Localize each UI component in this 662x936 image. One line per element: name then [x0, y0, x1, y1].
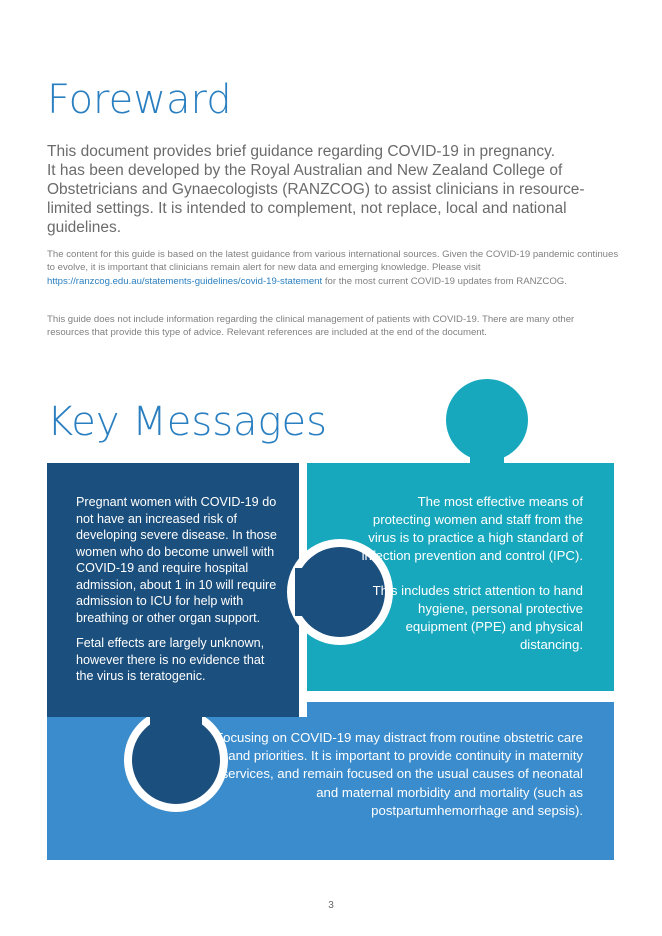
ranzcog-statement-link[interactable]: https://ranzcog.edu.au/statements-guidelines/covid-19-statement — [47, 275, 323, 287]
scope-note: This guide does not include information regarding the clinical management of patients with COVID-19. There are many other resources that provide this type of advice. Relevant references are included at the end of the document. — [47, 314, 575, 339]
left-piece-paragraph-1: Pregnant women with COVID-19 do not have an increased risk of developing severe disease. In those women who do become unwell with COVID-19 and require hospital admission, about 1 in 10 will require admission to ICU for help with breathing or other organ support. — [76, 495, 277, 625]
puzzle-knob-right-neck — [295, 568, 315, 616]
puzzle-knob-bottom-neck — [150, 712, 202, 728]
page-number: 3 — [328, 900, 334, 911]
page-title: Foreward — [47, 77, 232, 123]
bottom-piece-text: Focusing on COVID-19 may distract from routine obstetric care and priorities. It is important to provide continuity in maternity services, and remain focused on the usual causes of neonatal and maternal morbidity and mortality (such as postpartumhemorrhage and sepsis). — [215, 730, 583, 818]
key-messages-title: Key Messages — [47, 399, 327, 445]
right-piece-paragraph-2: This includes strict attention to hand hygiene, personal protective equipment (PPE) and physical distancing. — [372, 583, 583, 652]
left-piece-paragraph-2: Fetal effects are largely unknown, however there is no evidence that the virus is teratogenic. — [76, 636, 265, 683]
disclaimer-text-start: The content for this guide is based on the latest guidance from various international sources. Given the COVID-19 pandemic continues to evolve, it is important that clinicians remain alert for new data and emerging knowledge. Please visit — [47, 249, 619, 274]
intro-paragraph: This document provides brief guidance regarding COVID-19 in pregnancy. It has been developed by the Royal Australian and New Zealand College of Obstetricians and Gynaecologists (RANZCOG) to assist clinicians in resource-limited settings. It is intended to complement, not replace, local and national guidelines. — [47, 143, 585, 236]
right-piece-paragraph-1: The most effective means of protecting women and staff from the virus is to practice a high standard of infection prevention and control (IPC). — [361, 494, 583, 563]
disclaimer-text-end: for the most current COVID-19 updates from RANZCOG. — [322, 275, 567, 287]
puzzle-gap-horizontal — [307, 691, 614, 702]
right-piece-text — [360, 493, 583, 671]
left-piece-text — [76, 494, 281, 694]
